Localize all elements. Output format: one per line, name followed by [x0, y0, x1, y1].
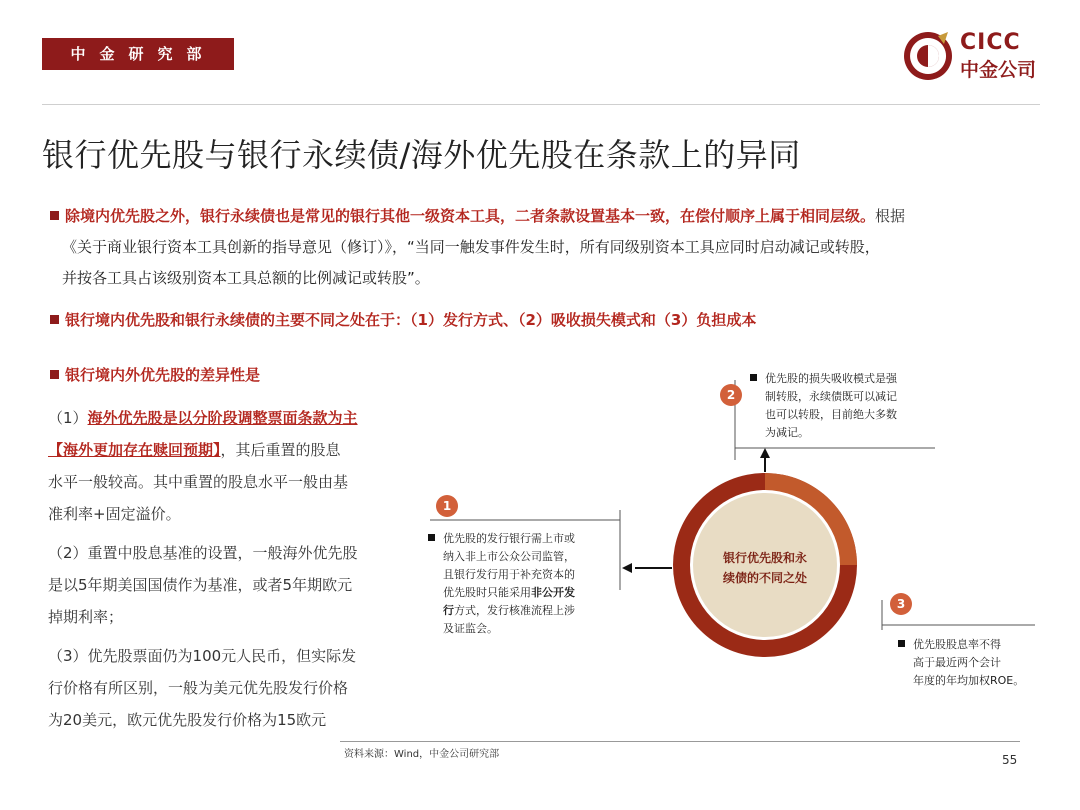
item1-prefix: （1） — [48, 409, 88, 427]
center-label-line1: 银行优先股和永 — [722, 551, 807, 565]
item1-rest-b: 水平一般较高。其中重置的股息水平一般由基 — [48, 473, 349, 491]
bullet-square-icon — [50, 211, 59, 220]
badge-3: 3 — [890, 593, 912, 615]
header-divider — [42, 104, 1040, 105]
bullet-square-icon — [50, 370, 59, 379]
page-number: 55 — [1002, 753, 1018, 767]
item1-emph-a: 海外优先股是以分阶段调整票面条款为主 — [87, 409, 358, 427]
center-label — [705, 548, 825, 588]
brand-tab: 中金研究部 — [42, 38, 234, 70]
point1-bold: 除境内优先股之外，银行永续债也是常见的银行其他一级资本工具，二者条款设置基本一致，在偿付顺序上属于相同层级。 — [65, 207, 876, 225]
note3-line3: 年度的年均加权ROE。 — [913, 674, 1025, 687]
item2-a: （2）重置中股息基准的设置，一般海外优先股 — [48, 544, 358, 562]
badge-1: 1 — [436, 495, 458, 517]
note-1 — [428, 530, 618, 638]
note1-line5b: 方式，发行核准流程上涉 — [454, 604, 575, 617]
note2-line2: 制转股，永续债既可以减记 — [765, 390, 897, 403]
note1-line5a: 行 — [443, 604, 454, 617]
left-item-2 — [48, 537, 408, 633]
page-title: 银行优先股与银行永续债/海外优先股在条款上的异同 — [42, 136, 801, 174]
note3-line1: 优先股股息率不得 — [913, 638, 1001, 651]
point2-text: 银行境内优先股和银行永续债的主要不同之处在于：（1）发行方式、（2）吸收损失模式和（3）负担成本 — [65, 311, 757, 329]
note1-line4b: 非公开发 — [531, 586, 575, 599]
logo-text-en: CICC — [960, 30, 1021, 55]
bullet-square-icon — [898, 640, 905, 647]
point1-line2: 《关于商业银行资本工具创新的指导意见（修订）》，“当同一触发事件发生时，所有同级别资本工具应同时启动减记或转股， — [62, 238, 880, 256]
note1-line4a: 优先股时只能采用 — [443, 586, 531, 599]
bullet-square-icon — [428, 534, 435, 541]
arrow-up-head — [760, 448, 770, 458]
item1-rest-c: 准利率+固定溢价。 — [48, 505, 181, 523]
note2-line1: 优先股的损失吸收模式是强 — [765, 372, 897, 385]
left-item-3 — [48, 640, 408, 736]
note2-line3: 也可以转股，目前绝大多数 — [765, 408, 897, 421]
badge-2: 2 — [720, 384, 742, 406]
note-2 — [750, 370, 940, 442]
item2-b: 是以5年期美国国债作为基准，或者5年期欧元 — [48, 576, 353, 594]
center-label-line2: 续债的不同之处 — [722, 571, 807, 585]
source-note: 资料来源：Wind，中金公司研究部 — [344, 749, 500, 760]
item1-rest-a: ，其后重置的股息 — [220, 441, 341, 459]
note3-line2: 高于最近两个会计 — [913, 656, 1001, 669]
item3-b: 行价格有所区别，一般为美元优先股发行价格 — [48, 679, 349, 697]
bullet-square-icon — [750, 374, 757, 381]
item1-emph-b: 【海外更加存在赎回预期】 — [48, 441, 221, 459]
item3-c: 为20美元，欧元优先股发行价格为15欧元 — [48, 711, 327, 729]
note1-line6: 及证监会。 — [443, 622, 498, 635]
bullet-square-icon — [50, 315, 59, 324]
note-3 — [898, 636, 1058, 690]
note2-line4: 为减记。 — [765, 426, 809, 439]
arrow-left-head — [622, 563, 632, 573]
note1-line1: 优先股的发行银行需上市或 — [443, 532, 575, 545]
left-heading-text: 银行境内外优先股的差异性是 — [65, 366, 261, 384]
item2-c: 掉期利率； — [48, 608, 124, 626]
item3-a: （3）优先股票面仍为100元人民币，但实际发 — [48, 647, 357, 665]
bullet-point-1 — [50, 201, 1040, 232]
footer-divider — [340, 741, 1020, 742]
left-heading — [50, 360, 450, 391]
note1-line3: 且银行发行用于补充资本的 — [443, 568, 575, 581]
left-item-1 — [48, 402, 408, 530]
point1-rest: 根据 — [875, 207, 906, 225]
bullet-point-2 — [50, 305, 1040, 336]
logo-text-cn: 中金公司 — [960, 59, 1037, 81]
note1-line2: 纳入非上市公众公司监管， — [443, 550, 575, 563]
point1-line3: 并按各工具占该级别资本工具总额的比例减记或转股”。 — [62, 269, 430, 287]
